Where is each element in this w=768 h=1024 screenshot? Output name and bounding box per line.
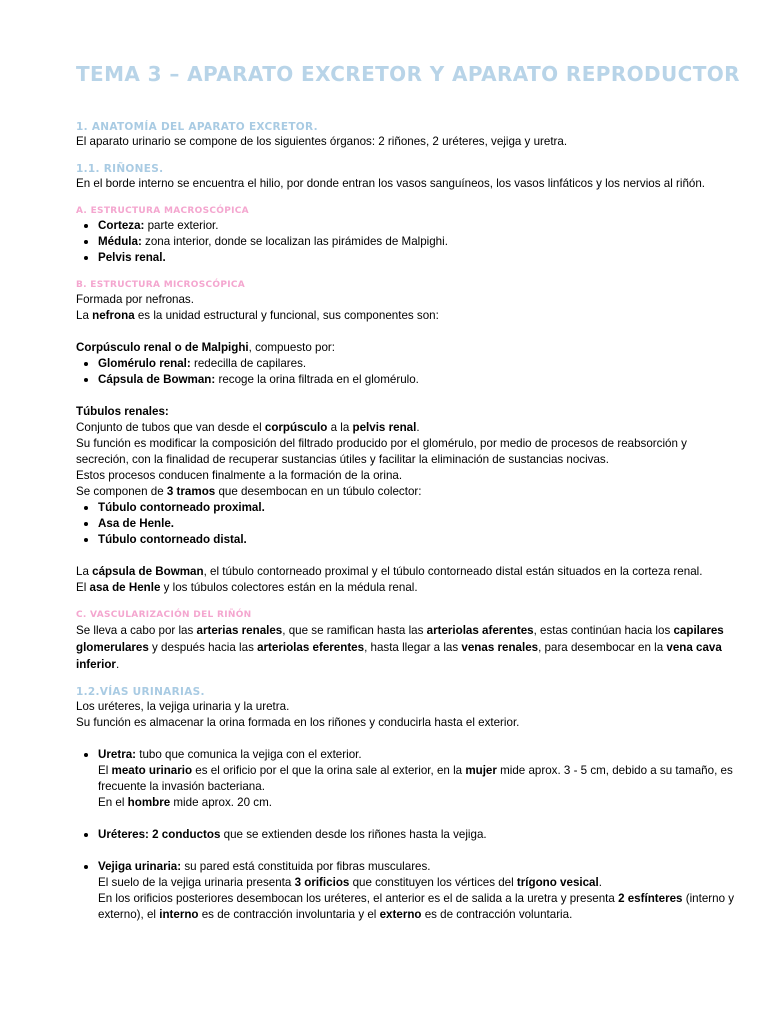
paragraph: La nefrona es la unidad estructural y funcional, sus componentes son: — [76, 309, 439, 322]
paragraph: La cápsula de Bowman, el túbulo contorneado proximal y el túbulo contorneado distal están situados en la corteza renal. — [76, 565, 703, 578]
corpusculo-list — [76, 356, 736, 388]
list-item: Pelvis renal. — [98, 250, 736, 266]
paragraph: Conjunto de tubos que van desde el corpúsculo a la pelvis renal. — [76, 421, 420, 434]
paragraph: Los uréteres, la vejiga urinaria y la uretra. — [76, 700, 290, 713]
subsection-heading-b: B. ESTRUCTURA MICROSCÓPICA — [76, 280, 246, 290]
document-body — [76, 120, 736, 923]
paragraph: Se componen de 3 tramos que desembocan en un túbulo colector: — [76, 485, 422, 498]
list-item: Asa de Henle. — [98, 516, 736, 532]
list-item-ureteres: Uréteres: 2 conductos que se extienden desde los riñones hasta la vejiga. — [98, 827, 736, 843]
paragraph: Estos procesos conducen finalmente a la formación de la orina. — [76, 469, 403, 482]
section-heading-1: 1. ANATOMÍA DEL APARATO EXCRETOR. — [76, 121, 318, 133]
list-item: Glomérulo renal: redecilla de capilares. — [98, 356, 736, 372]
paragraph: El aparato urinario se compone de los siguientes órganos: 2 riñones, 2 uréteres, vejiga y uretra. — [76, 135, 568, 148]
section-heading-1-2: 1.2.VÍAS URINARIAS. — [76, 686, 205, 698]
paragraph: Su función es modificar la composición del filtrado producido por el glomérulo, por medio de procesos de reabsorción y secreción, con la finalidad de recuperar sustancias útiles y facilitar la eliminación de sustancias nocivas. — [76, 437, 687, 466]
page-title: TEMA 3 – APARATO EXCRETOR Y APARATO REPRODUCTOR — [76, 62, 740, 86]
paragraph: Formada por nefronas. — [76, 293, 194, 306]
list-item-uretra: Uretra: tubo que comunica la vejiga con el exterior. El meato urinario es el orificio por el que la orina sale al exterior, en la mujer mide aprox. 3 - 5 cm, debido a su tamaño, es frecuente la invasión bacteriana. En el hombre mide aprox. 20 cm. — [98, 747, 736, 811]
paragraph-heading: Túbulos renales: — [76, 405, 169, 418]
list-item: Túbulo contorneado proximal. — [98, 500, 736, 516]
list-item: Cápsula de Bowman: recoge la orina filtrada en el glomérulo. — [98, 372, 736, 388]
list-item: Túbulo contorneado distal. — [98, 532, 736, 548]
paragraph: En el borde interno se encuentra el hilio, por donde entran los vasos sanguíneos, los vasos linfáticos y los nervios al riñón. — [76, 177, 706, 190]
vias-list — [76, 747, 736, 923]
list-item-vejiga: Vejiga urinaria: su pared está constituida por fibras musculares. El suelo de la vejiga urinaria presenta 3 orificios que constituyen los vértices del trígono vesical. En los orificios posteriores desembocan los uréteres, el anterior es el de salida a la uretra y presenta 2 esfínteres (interno y externo), el interno es de contracción involuntaria y el externo es de contracción voluntaria. — [98, 860, 735, 921]
paragraph: Corpúsculo renal o de Malpighi, compuesto por: — [76, 341, 335, 354]
paragraph: Se lleva a cabo por las arterias renales, que se ramifican hasta las arteriolas aferentes, estas continúan hacia los capilares glomerulares y después hacia las arteriolas eferentes, hasta llegar a las venas renales, para desembocar en la vena cava inferior. — [76, 624, 724, 671]
paragraph: Su función es almacenar la orina formada en los riñones y conducirla hasta el exterior. — [76, 716, 520, 729]
list-item: Corteza: parte exterior. — [98, 218, 736, 234]
macro-list — [76, 218, 736, 266]
subsection-heading-c: C. VASCULARIZACIÓN DEL RIÑÓN — [76, 610, 252, 620]
section-heading-1-1: 1.1. RIÑONES. — [76, 163, 164, 175]
tramos-list — [76, 500, 736, 548]
list-item: Médula: zona interior, donde se localizan las pirámides de Malpighi. — [98, 234, 736, 250]
subsection-heading-a: A. ESTRUCTURA MACROSCÓPICA — [76, 206, 249, 216]
paragraph: El asa de Henle y los túbulos colectores están en la médula renal. — [76, 581, 418, 594]
